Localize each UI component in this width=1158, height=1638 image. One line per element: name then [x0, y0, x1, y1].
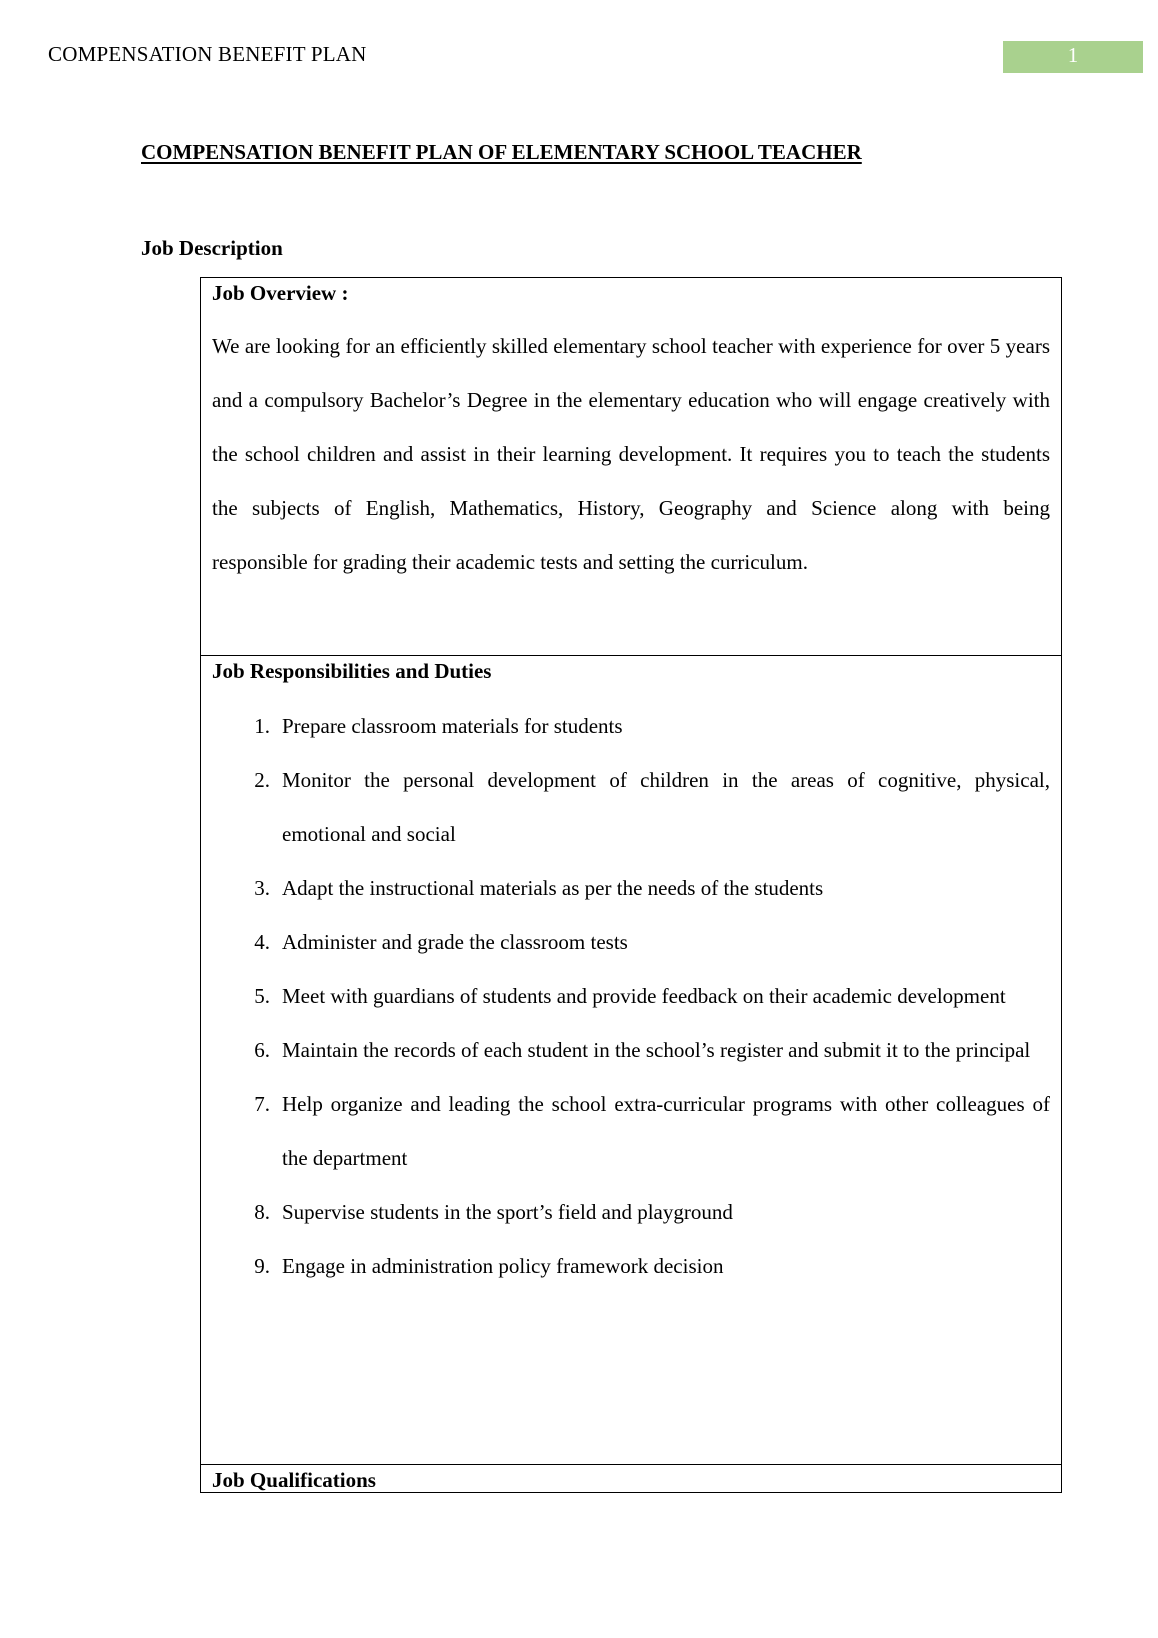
duty-number: 7. [254, 1092, 270, 1116]
duty-text: Supervise students in the sport’s field and playground [282, 1200, 733, 1224]
duty-item [212, 753, 1050, 861]
job-duties-cell [201, 656, 1061, 1465]
duty-number: 2. [254, 768, 270, 792]
duty-item [212, 969, 1050, 1023]
duty-text: Help organize and leading the school extra-curricular programs with other colleagues of the department [282, 1092, 1050, 1170]
page-number-badge: 1 [1003, 41, 1143, 73]
duty-text: Prepare classroom materials for students [282, 714, 623, 738]
duties-list [212, 699, 1050, 1293]
duty-number: 6. [254, 1038, 270, 1062]
duty-text: Adapt the instructional materials as per the needs of the students [282, 876, 824, 900]
job-overview-cell [201, 278, 1061, 656]
duty-number: 3. [254, 876, 270, 900]
job-qualifications-cell [201, 1465, 1061, 1492]
duty-text: Meet with guardians of students and provide feedback on their academic development [282, 984, 1006, 1008]
job-duties-title: Job Responsibilities and Duties [212, 659, 492, 683]
duty-number: 8. [254, 1200, 270, 1224]
duty-text: Administer and grade the classroom tests [282, 930, 628, 954]
duty-number: 9. [254, 1254, 270, 1278]
job-overview-title: Job Overview : [212, 281, 349, 305]
duty-text: Engage in administration policy framework decision [282, 1254, 724, 1278]
duty-number: 4. [254, 930, 270, 954]
duty-text: Maintain the records of each student in the school’s register and submit it to the principal [282, 1038, 1031, 1062]
duty-item [212, 1077, 1050, 1185]
running-header: COMPENSATION BENEFIT PLAN [48, 42, 367, 66]
job-overview-text: We are looking for an efficiently skilled elementary school teacher with experience for over 5 years and a compulsory Bachelor’s Degree in the elementary education who will engage creatively with the school children and assist in their learning development. It requires you to teach the students the subjects of English, Mathematics, History, Geography and Science along with being responsible for grading their academic tests and setting the curriculum. [212, 334, 1050, 574]
duty-number: 5. [254, 984, 270, 1008]
duty-text: Monitor the personal development of children in the areas of cognitive, physical, emotional and social [282, 768, 1050, 846]
section-heading-job-description: Job Description [141, 236, 283, 260]
duty-item [212, 1239, 1050, 1293]
duty-item [212, 699, 1050, 753]
duty-item [212, 915, 1050, 969]
duty-item [212, 1185, 1050, 1239]
document-title: COMPENSATION BENEFIT PLAN OF ELEMENTARY SCHOOL TEACHER [141, 140, 862, 164]
job-qualifications-title: Job Qualifications [212, 1468, 376, 1492]
job-description-table [200, 277, 1062, 1493]
duty-number: 1. [254, 714, 270, 738]
duty-item [212, 1023, 1050, 1077]
duty-item [212, 861, 1050, 915]
